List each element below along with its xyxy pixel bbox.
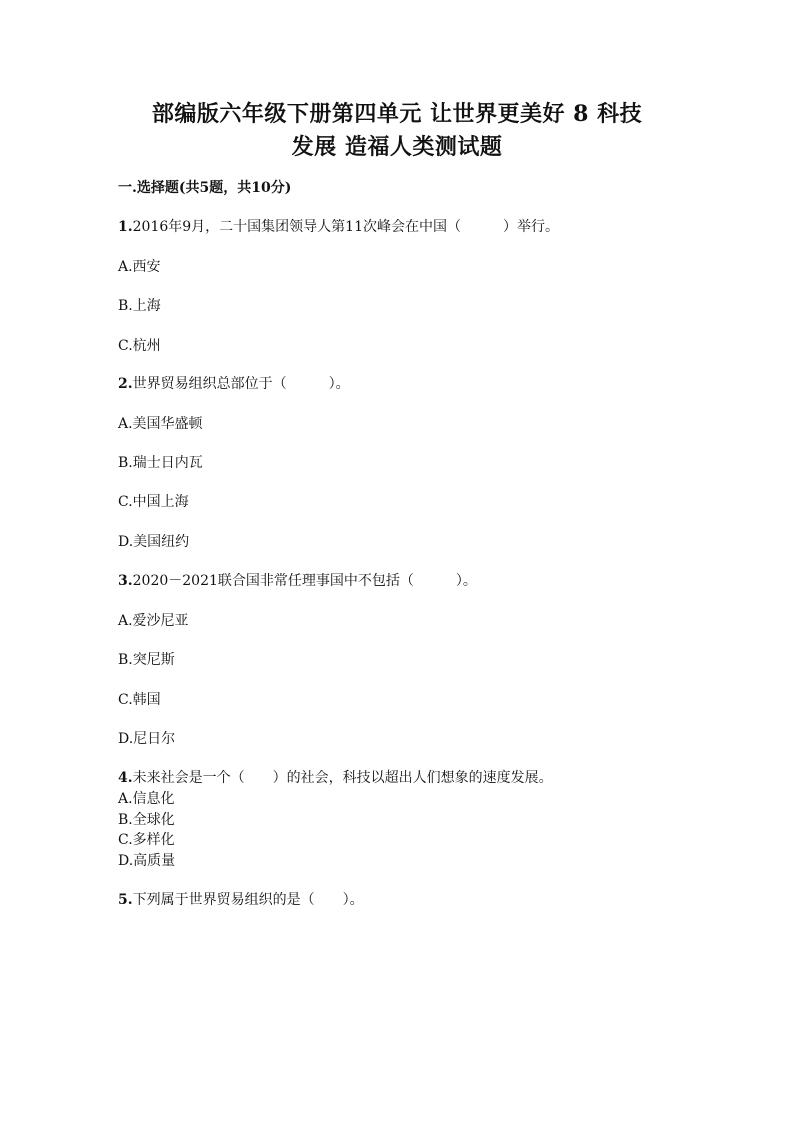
question-1-option-b: B.上海 xyxy=(118,298,161,314)
question-4-option-a: A.信息化 xyxy=(118,791,175,807)
question-2-option-a: A.美国华盛顿 xyxy=(118,416,203,432)
question-text: 世界贸易组织总部位于（ ）。 xyxy=(132,376,350,392)
question-number: 2. xyxy=(118,376,133,392)
question-text: 未来社会是一个（ ）的社会，科技以超出人们想象的速度发展。 xyxy=(132,770,553,786)
document-title-line-1: 部编版六年级下册第四单元 让世界更美好 8 科技 xyxy=(151,101,643,127)
question-number: 4. xyxy=(118,770,133,786)
question-3-option-a: A.爱沙尼亚 xyxy=(118,613,189,629)
question-number: 3. xyxy=(118,573,133,589)
question-4-option-c: C.多样化 xyxy=(118,832,175,848)
question-4-option-b: B.全球化 xyxy=(118,812,175,828)
question-3 xyxy=(118,571,477,591)
question-3-option-b: B.突尼斯 xyxy=(118,652,175,668)
question-2 xyxy=(118,374,350,394)
question-3-option-c: C.韩国 xyxy=(118,692,161,708)
question-2-option-b: B.瑞士日内瓦 xyxy=(118,455,203,471)
question-3-option-d: D.尼日尔 xyxy=(118,731,176,747)
question-number: 5. xyxy=(118,892,133,908)
question-4 xyxy=(118,768,553,788)
question-text: 2020－2021联合国非常任理事国中不包括（ ）。 xyxy=(132,573,477,589)
question-number: 1. xyxy=(118,219,133,235)
question-text: 下列属于世界贸易组织的是（ ）。 xyxy=(132,892,364,908)
section-heading: 一.选择题(共5题，共10分) xyxy=(118,180,292,196)
question-5 xyxy=(118,890,364,910)
document-title-line-2: 发展 造福人类测试题 xyxy=(291,134,503,160)
question-2-option-c: C.中国上海 xyxy=(118,494,189,510)
question-1 xyxy=(118,217,559,237)
question-1-option-c: C.杭州 xyxy=(118,338,161,354)
question-2-option-d: D.美国纽约 xyxy=(118,534,190,550)
question-4-option-d: D.高质量 xyxy=(118,853,176,869)
question-text: 2016年9月，二十国集团领导人第11次峰会在中国（ ）举行。 xyxy=(132,219,559,235)
question-1-option-a: A.西安 xyxy=(118,259,161,275)
